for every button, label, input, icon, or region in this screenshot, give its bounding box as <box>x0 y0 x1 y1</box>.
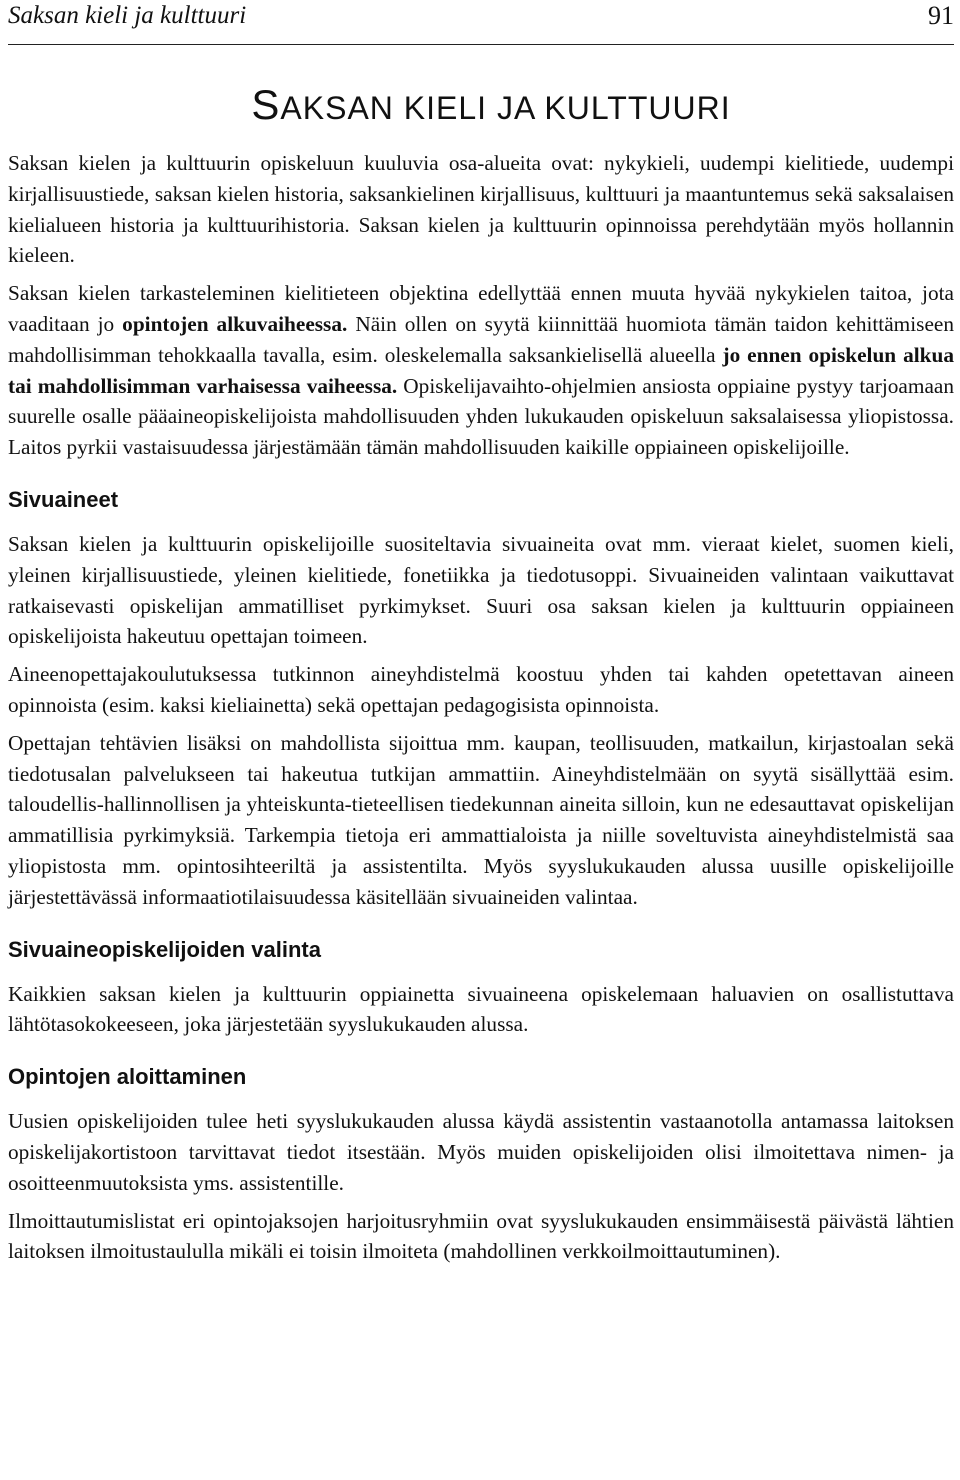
document-page <box>8 0 954 1267</box>
intro-p2-text-b: Näin ollen on syytä kiinnittää huomiota tämän taidon kehittämiseen mahdollisimman tehokkaalla tavalla, esim. oleskelemalla saksankielisellä alueella <box>8 311 954 367</box>
chapter-title-initial: S <box>251 81 281 128</box>
chapter-title <box>8 81 954 128</box>
chapter-title-rest: AKSAN KIELI JA KULTTUURI <box>280 90 731 126</box>
intro-p2-text-c: Opiskelijavaihto-ohjelmien ansiosta oppiaine pystyy tarjoamaan suurelle osalle pääaineopiskelijoista mahdollisuuden yhden lukukauden opiskeluun saksalaisessa yliopistossa. Laitos pyrkii vastaisuudessa järjestämään tämän mahdollisuuden kaikille oppiaineen opiskelijoille. <box>8 373 954 460</box>
intro-p2-bold-a: opintojen alkuvaiheessa. <box>122 311 348 336</box>
intro-paragraph-1: Saksan kielen ja kulttuurin opiskeluun kuuluvia osa-alueita ovat: nykykieli, uudempi kielitiede, uudempi kirjallisuustiede, saksan kielen historia, saksankielinen kirjallisuus, kulttuuri ja maantuntemus sekä saksalaisen kielialueen historia ja kulttuurihistoria. Saksan kielen ja kulttuurin opinnoissa perehdytään myös hollannin kieleen. <box>8 151 954 268</box>
sivuaineet-paragraph-2: Aineenopettajakoulutuksessa tutkinnon aineyhdistelmä koostuu yhden tai kahden opetettavan aineen opinnoista (esim. kaksi kieliainetta) sekä opettajan pedagogisista opinnoista. <box>8 662 954 717</box>
page-number: 91 <box>928 1 954 30</box>
section-heading-aloittaminen: Opintojen aloittaminen <box>8 1064 247 1090</box>
aloittaminen-paragraph-1: Uusien opiskelijoiden tulee heti syyslukukauden alussa käydä assistentin vastaanotolla antamassa laitoksen opiskelijakortistoon tarvittavat tiedot itsestään. Myös muiden opiskelijoiden olisi ilmoitettava nimen- ja osoitteenmuutoksista yms. assistentille. <box>8 1109 954 1195</box>
aloittaminen-paragraph-2: Ilmoittautumislistat eri opintojaksojen harjoitusryhmiin ovat syyslukukauden ensimmäisestä päivästä lähtien laitoksen ilmoitustaululla mikäli ei toisin ilmoiteta (mahdollinen verkkoilmoittautuminen). <box>8 1208 954 1264</box>
intro-p2-bold-b: jo ennen opiskelun alkua tai mahdollisimman varhaisessa vaiheessa. <box>8 342 954 398</box>
running-title: Saksan kieli ja kulttuuri <box>8 2 247 29</box>
running-header <box>8 0 954 45</box>
valinta-paragraph-1: Kaikkien saksan kielen ja kulttuurin oppiainetta sivuaineena opiskelemaan haluavien on osallistuttava lähtötasokokeeseen, joka järjestetään syyslukukauden alussa. <box>8 981 954 1037</box>
sivuaineet-paragraph-3: Opettajan tehtävien lisäksi on mahdollista sijoittua mm. kaupan, teollisuuden, matkailun, kirjastoalan sekä tiedotusalan palvelukseen tai hakeutua tutkijan ammattiin. Aineyhdistelmään on syytä sisällyttää esim. taloudellis-hallinnollisen ja yhteiskunta-tieteellisen tiedekunnan aineita silloin, kun ne edesauttavat opiskelijan ammatillisia pyrkimyksiä. Tarkempia tietoja eri ammattialoista ja niille soveltuvista aineyhdistelmistä saa yliopistosta mm. opintosihteeriltä ja assistentilta. Myös syyslukukauden alussa uusille opiskelijoille järjestettävässä informaatiotilaisuudessa käsitellään sivuaineiden valintaa. <box>8 730 954 909</box>
intro-paragraph-2 <box>8 278 954 463</box>
section-heading-sivuaineet: Sivuaineet <box>8 486 119 512</box>
section-heading-valinta: Sivuaineopiskelijoiden valinta <box>8 936 321 962</box>
sivuaineet-paragraph-1: Saksan kielen ja kulttuurin opiskelijoille suositeltavia sivuaineita ovat mm. vieraat kielet, suomen kieli, yleinen kirjallisuustiede, yleinen kielitiede, fonetiikka ja tiedotusoppi. Sivuaineiden valintaan vaikuttavat ratkaisevasti opiskelijan ammatilliset pyrkimykset. Suuri osa saksan kielen ja kulttuurin oppiaineen opiskelijoista hakeutuu opettajan toimeen. <box>8 531 954 649</box>
intro-p2-text-a: Saksan kielen tarkasteleminen kielitieteen objektina edellyttää ennen muuta hyvää nykykielen taitoa, jota vaaditaan jo <box>8 281 954 336</box>
